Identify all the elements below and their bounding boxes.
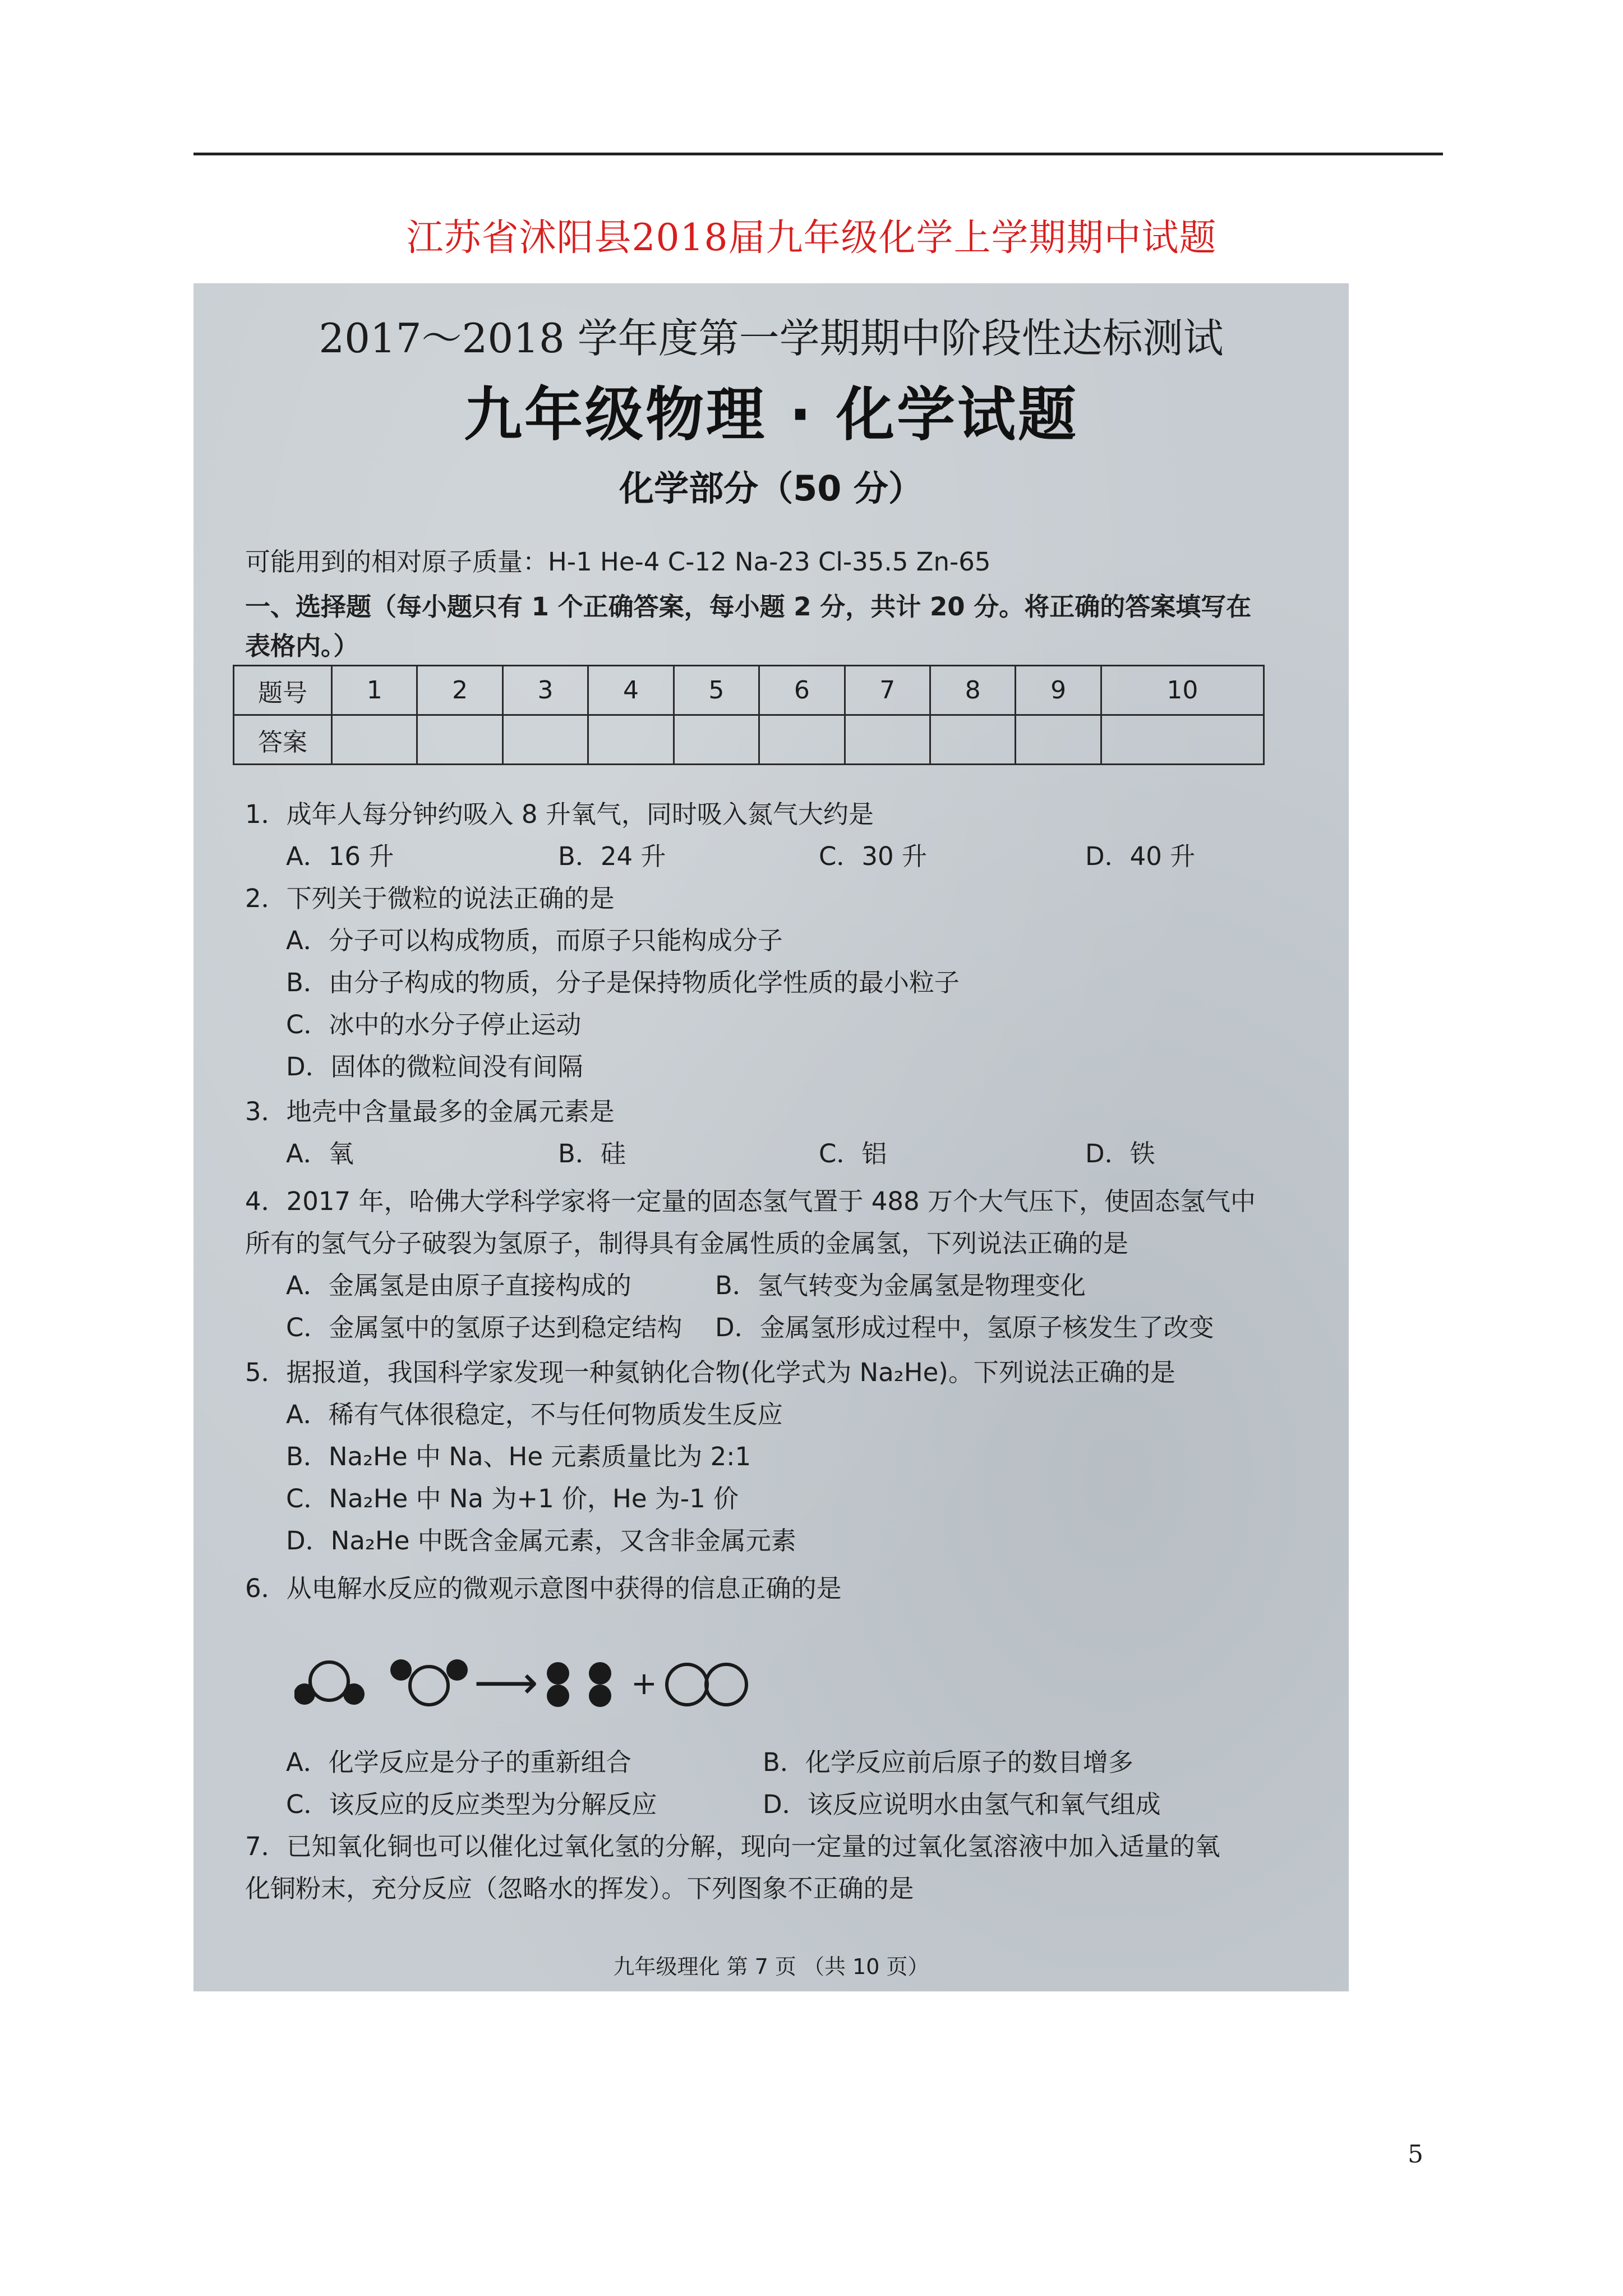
question-2-option-b: B．由分子构成的物质，分子是保持物质化学性质的最小粒子 <box>286 968 960 997</box>
question-3-option-d: D．铁 <box>1085 1139 1155 1168</box>
answer-cell <box>845 715 930 765</box>
question-1-option-d: D．40 升 <box>1085 841 1196 871</box>
exam-page-footer: 九年级理化 第 7 页 （共 10 页） <box>613 1954 929 1979</box>
answer-table-answer-row <box>234 715 1264 765</box>
atomic-masses: 可能用到的相对原子质量：H-1 He-4 C-12 Na-23 Cl-35.5 Zn-65 <box>245 547 991 577</box>
electrolysis-diagram <box>294 1646 866 1731</box>
question-1-stem: 1．成年人每分钟约吸入 8 升氧气，同时吸入氮气大约是 <box>245 799 874 829</box>
question-1-option-c: C．30 升 <box>819 841 927 871</box>
oxygen-molecule-icon <box>667 1664 746 1705</box>
molecule-diagram-icon <box>294 1646 866 1731</box>
part1-instructions-cont: 表格内。） <box>245 631 359 661</box>
exam-page-photo <box>193 283 1349 1991</box>
reaction-arrow-icon: ⟶ <box>474 1657 538 1709</box>
answer-table <box>233 665 1265 765</box>
question-3-option-b: B．硅 <box>558 1139 626 1168</box>
answer-cell <box>588 715 674 765</box>
answer-table-label: 答案 <box>234 715 332 765</box>
question-3-option-c: C．铝 <box>819 1139 887 1168</box>
question-4-option-b: B．氢气转变为金属氢是物理变化 <box>715 1271 1086 1300</box>
question-6-option-d: D．该反应说明水由氢气和氧气组成 <box>763 1789 1161 1819</box>
hydrogen-molecule-icon <box>547 1662 569 1707</box>
question-2-stem: 2．下列关于微粒的说法正确的是 <box>245 884 615 913</box>
question-7-stem: 7．已知氧化铜也可以催化过氧化氢的分解，现向一定量的过氧化氢溶液中加入适量的氧 <box>245 1832 1220 1861</box>
question-number-cell: 6 <box>759 666 845 715</box>
question-number-cell: 3 <box>502 666 588 715</box>
question-5-option-b: B．Na₂He 中 Na、He 元素质量比为 2:1 <box>286 1442 751 1471</box>
question-6-option-c: C．该反应的反应类型为分解反应 <box>286 1789 657 1819</box>
question-2-option-c: C．冰中的水分子停止运动 <box>286 1010 582 1039</box>
document-title: 江苏省沭阳县2018届九年级化学上学期期中试题 <box>406 216 1217 259</box>
question-4-option-c: C．金属氢中的氢原子达到稳定结构 <box>286 1313 683 1342</box>
answer-cell <box>332 715 417 765</box>
answer-cell <box>1101 715 1264 765</box>
answer-cell <box>930 715 1015 765</box>
question-3-option-a: A．氧 <box>286 1139 354 1168</box>
exam-title: 九年级物理 · 化学试题 <box>464 380 1078 449</box>
page-number: 5 <box>1408 2140 1423 2169</box>
question-number-cell: 7 <box>845 666 930 715</box>
question-4-option-a: A．金属氢是由原子直接构成的 <box>286 1271 631 1300</box>
exam-section-title: 化学部分（50 分） <box>619 468 923 509</box>
question-6-option-b: B．化学反应前后原子的数目增多 <box>763 1747 1133 1777</box>
header-rule <box>193 153 1443 155</box>
question-1-option-b: B．24 升 <box>558 841 666 871</box>
plus-icon: + <box>631 1665 657 1702</box>
water-molecule-icon <box>294 1662 365 1705</box>
answer-cell <box>759 715 845 765</box>
question-7-stem-cont: 化铜粉末，充分反应（忽略水的挥发）。下列图象不正确的是 <box>245 1874 914 1903</box>
question-5-option-a: A．稀有气体很稳定，不与任何物质发生反应 <box>286 1400 783 1429</box>
question-6-option-a: A．化学反应是分子的重新组合 <box>286 1747 631 1777</box>
answer-cell <box>502 715 588 765</box>
question-2-option-d: D．固体的微粒间没有间隔 <box>286 1052 583 1082</box>
question-number-cell: 5 <box>674 666 759 715</box>
question-3-stem: 3．地壳中含量最多的金属元素是 <box>245 1097 615 1126</box>
answer-table-label: 题号 <box>234 666 332 715</box>
question-4-stem: 4．2017 年，哈佛大学科学家将一定量的固态氢气置于 488 万个大气压下，使固态氢气中 <box>245 1186 1256 1216</box>
question-number-cell: 8 <box>930 666 1015 715</box>
question-5-stem: 5．据报道，我国科学家发现一种氦钠化合物(化学式为 Na₂He)。下列说法正确的是 <box>245 1358 1175 1387</box>
answer-table-number-row <box>234 666 1264 715</box>
part1-instructions: 一、选择题（每小题只有 1 个正确答案，每小题 2 分，共计 20 分。将正确的答案填写在 <box>245 592 1252 622</box>
exam-header: 2017～2018 学年度第一学期期中阶段性达标测试 <box>319 315 1224 362</box>
answer-cell <box>1016 715 1101 765</box>
question-number-cell: 1 <box>332 666 417 715</box>
question-1-option-a: A．16 升 <box>286 841 394 871</box>
question-5-option-c: C．Na₂He 中 Na 为+1 价，He 为-1 价 <box>286 1484 739 1513</box>
question-number-cell: 4 <box>588 666 674 715</box>
water-molecule-icon <box>390 1659 468 1705</box>
question-number-cell: 9 <box>1016 666 1101 715</box>
question-4-stem-cont: 所有的氢气分子破裂为氢原子，制得具有金属性质的金属氢，下列说法正确的是 <box>245 1228 1129 1258</box>
question-5-option-d: D．Na₂He 中既含金属元素，又含非金属元素 <box>286 1526 796 1556</box>
question-4-option-d: D．金属氢形成过程中，氢原子核发生了改变 <box>715 1313 1214 1342</box>
question-2-option-a: A．分子可以构成物质，而原子只能构成分子 <box>286 926 783 955</box>
question-6-stem: 6．从电解水反应的微观示意图中获得的信息正确的是 <box>245 1573 842 1603</box>
hydrogen-molecule-icon <box>589 1662 611 1707</box>
question-number-cell: 2 <box>417 666 502 715</box>
answer-cell <box>417 715 502 765</box>
answer-cell <box>674 715 759 765</box>
question-number-cell: 10 <box>1101 666 1264 715</box>
